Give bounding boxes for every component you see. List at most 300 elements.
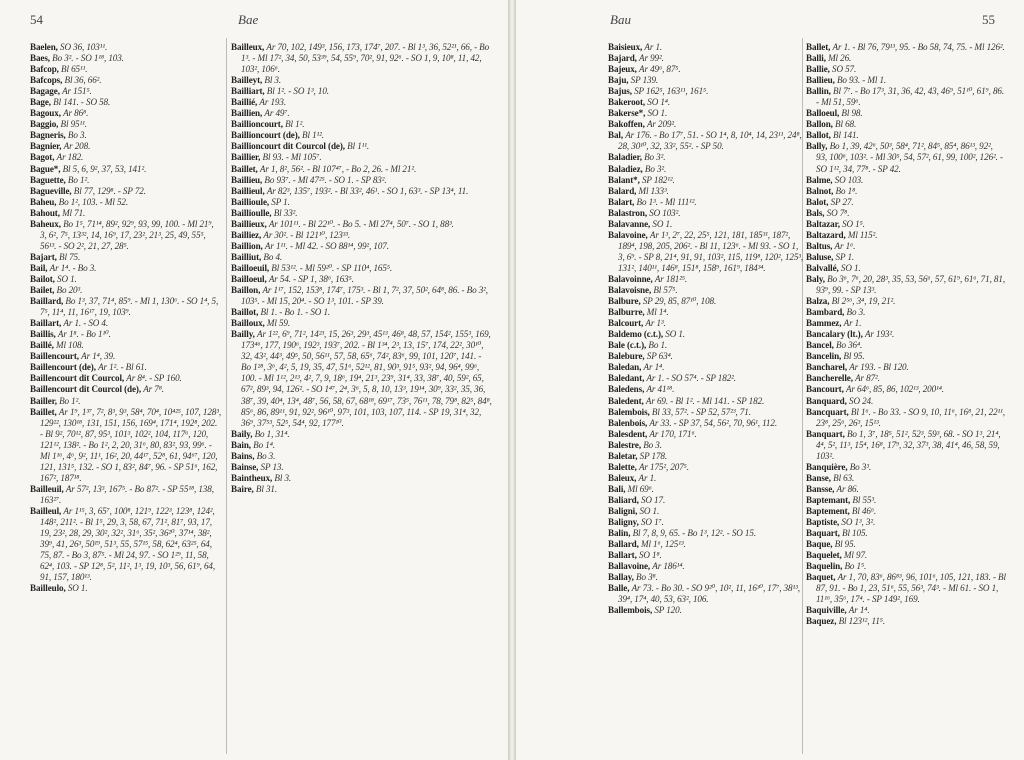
- index-entry: [608, 329, 804, 340]
- entry-references: Ar 1. - Bl 76, 79¹³, 95. - Bo 58, 74, 75. - Ml 126².: [832, 42, 1005, 52]
- index-entry: [806, 307, 1006, 318]
- entry-references: SO 1.: [639, 505, 660, 516]
- entry-surname: Baillioule,: [231, 196, 270, 207]
- entry-references: Ar 175², 207⁵.: [638, 461, 689, 472]
- index-entry: [806, 340, 1006, 351]
- entry-surname: Balenbois,: [608, 417, 648, 428]
- entry-surname: Bajeux,: [608, 64, 637, 75]
- entry-surname: Baltazard,: [806, 229, 846, 240]
- index-entry: [231, 164, 493, 175]
- index-entry: [231, 429, 493, 440]
- index-entry: [608, 53, 804, 64]
- index-entry: [608, 407, 804, 418]
- entry-surname: Baillieul,: [231, 185, 265, 196]
- entry-references: SO 1⁵.: [842, 218, 865, 229]
- entry-references: Bo 1⁸.: [835, 185, 858, 196]
- index-entry: [608, 42, 804, 53]
- entry-surname: Baltus,: [806, 240, 833, 251]
- entry-references: Ar 82³, 135⁷, 193². - Bl 33², 46¹. - SO 1, 63³. - SP 13⁴, 11.: [266, 185, 469, 196]
- entry-references: Bl 105.: [842, 528, 868, 539]
- entry-surname: Bailet,: [30, 285, 55, 296]
- entry-references: Bo 93. - Ml 1.: [836, 75, 887, 86]
- index-entry: [608, 583, 804, 605]
- entry-references: Bo 3³.: [849, 461, 872, 472]
- index-entry: [30, 197, 222, 208]
- entry-references: Ar 193. - Bl 120.: [849, 362, 909, 373]
- entry-surname: Balcourt,: [608, 318, 644, 329]
- index-entry: [608, 75, 804, 86]
- entry-references: Ml 69⁶.: [627, 483, 654, 494]
- entry-surname: Balza,: [806, 296, 830, 307]
- entry-surname: Baladiez,: [608, 163, 643, 174]
- index-entry: [30, 329, 222, 340]
- entry-surname: Baillieu,: [231, 174, 263, 185]
- entry-references: Ar 209².: [646, 119, 677, 130]
- entry-surname: Bagoux,: [30, 108, 61, 119]
- index-entry: [231, 440, 493, 451]
- index-entry: [30, 484, 222, 506]
- index-entry: [806, 208, 1006, 219]
- entry-references: SP 13.: [260, 461, 284, 472]
- entry-surname: Balvallé,: [806, 262, 839, 273]
- entry-references: Ar 69. - Bl 1². - Ml 141. - SP 182.: [645, 395, 765, 406]
- index-entry: [806, 263, 1006, 274]
- entry-surname: Ballay,: [608, 572, 634, 583]
- entry-surname: Bagage,: [30, 86, 60, 97]
- entry-surname: Baillet,: [30, 406, 57, 417]
- index-entry: [30, 119, 222, 130]
- entry-surname: Baquelin,: [806, 561, 843, 572]
- column-divider: [226, 38, 227, 754]
- entry-surname: Baillot,: [231, 307, 259, 318]
- entry-references: Bo 1², 103. - Ml 52.: [58, 196, 129, 207]
- index-entry: [608, 119, 804, 130]
- entry-references: Bl 65¹¹.: [61, 64, 88, 75]
- index-entry: [806, 86, 1006, 108]
- entry-references: Ar 33. - SP 37, 54, 56², 70, 96¹, 112.: [649, 417, 777, 428]
- entry-references: Ar 49⁷.: [264, 108, 290, 119]
- index-entry: [806, 108, 1006, 119]
- entry-references: Bo 20³.: [56, 285, 83, 296]
- index-entry: [806, 528, 1006, 539]
- entry-references: Ar 54. - SP 1, 38⁶, 163⁵.: [268, 273, 354, 284]
- entry-references: Bl 95.: [843, 351, 865, 362]
- entry-surname: Baelen,: [30, 42, 58, 52]
- index-entry: [30, 384, 222, 395]
- entry-references: Ar 30². - Bl 121¹⁰, 123³³.: [263, 229, 351, 240]
- index-column: [30, 42, 222, 594]
- entry-references: SP 1.: [835, 251, 855, 262]
- index-entry: [608, 605, 804, 616]
- entry-surname: Ballet,: [806, 42, 831, 52]
- entry-references: Bl 123¹², 11⁵.: [838, 616, 886, 627]
- entry-surname: Baillion,: [231, 240, 263, 251]
- entry-references: Ar 182.: [56, 152, 84, 163]
- entry-references: Bl 55³.: [852, 494, 877, 505]
- entry-surname: Balette,: [608, 461, 637, 472]
- index-entry: [30, 141, 222, 152]
- entry-references: Ml 1⁴.: [646, 307, 669, 318]
- entry-references: SP 139.: [630, 75, 659, 86]
- index-entry: [608, 440, 804, 451]
- index-entry: [608, 307, 804, 318]
- entry-references: Ar 99².: [639, 53, 664, 64]
- entry-surname: Bambard,: [806, 307, 845, 318]
- entry-surname: Bailot,: [30, 273, 55, 284]
- entry-surname: Ballin,: [806, 86, 831, 97]
- index-entry: [30, 75, 222, 86]
- index-entry: [608, 473, 804, 484]
- entry-surname: Bancelin,: [806, 351, 842, 362]
- index-entry: [608, 451, 804, 462]
- entry-surname: Bailleyt,: [231, 75, 263, 86]
- entry-references: Ar 1³.: [645, 318, 666, 329]
- entry-surname: Bailler,: [30, 395, 57, 406]
- page-number-left: 54: [30, 12, 43, 27]
- entry-references: Bo 1, 31⁴.: [254, 428, 290, 439]
- entry-references: Bl 3.: [264, 75, 282, 86]
- entry-surname: Bailleux,: [231, 42, 265, 52]
- entry-surname: Bancharel,: [806, 362, 848, 373]
- index-entry: [30, 130, 222, 141]
- entry-surname: Baillencourt,: [30, 351, 79, 362]
- entry-references: Bl 1². - SO 1³, 10.: [266, 86, 329, 97]
- entry-surname: Bakoffen,: [608, 119, 645, 130]
- entry-references: Ar 41¹⁸.: [646, 384, 675, 395]
- entry-references: Bl 93. - Ml 105⁷.: [262, 152, 322, 163]
- entry-surname: Bailly,: [231, 329, 255, 340]
- index-entry: [608, 396, 804, 407]
- index-entry: [806, 53, 1006, 64]
- entry-surname: Balli,: [806, 53, 826, 64]
- index-entry: [608, 152, 804, 163]
- index-entry: [806, 462, 1006, 473]
- entry-surname: Baletar,: [608, 450, 638, 461]
- index-entry: [806, 373, 1006, 384]
- entry-surname: Balard,: [608, 185, 637, 196]
- index-entry: [608, 517, 804, 528]
- entry-surname: Bain,: [231, 439, 251, 450]
- entry-references: Bl 75.: [59, 251, 81, 262]
- entry-references: Bo 93⁷. - Ml 47²⁵. - SO 1. - SP 83².: [264, 174, 387, 185]
- entry-references: Ar 176. - Bo 17⁷, 51. - SO 1⁴, 8, 10⁴, 14, 23¹¹, 24⁸, 28, 30¹⁰, 32, 33², 55². - SP 50.: [618, 130, 802, 152]
- index-entry: [806, 274, 1006, 296]
- entry-references: Ar 86⁸.: [63, 108, 89, 119]
- entry-references: Bo 3⁸.: [636, 572, 658, 583]
- index-entry: [806, 384, 1006, 395]
- entry-surname: Balme,: [806, 174, 833, 185]
- index-entry: [30, 407, 222, 484]
- index-entry: [231, 86, 493, 97]
- entry-surname: Baire,: [231, 483, 254, 494]
- entry-references: Bl 46⁶.: [851, 505, 877, 516]
- entry-surname: Baquiville,: [806, 605, 847, 616]
- entry-references: Bo 1, 3⁷, 18⁵, 51², 52³, 59³, 68. - SO 1³, 21⁴, 4⁴, 5², 11³, 15⁴, 16⁸, 17⁹, 32, 37³, 38, 41⁴, 46, 58, 59, 103².: [816, 428, 1001, 461]
- entry-references: Ml 108.: [56, 340, 84, 351]
- entry-references: Ar 1.: [638, 472, 657, 483]
- index-entry: [231, 75, 493, 86]
- entry-references: SO 36, 103¹¹.: [60, 42, 108, 52]
- entry-surname: Bancquart,: [806, 406, 849, 417]
- index-entry: [806, 296, 1006, 307]
- entry-references: Bl 1. - Bo 1. - SO 1.: [260, 307, 331, 318]
- entry-references: Ar 49⁶, 87⁵.: [639, 64, 681, 75]
- entry-references: Bl 57⁵.: [653, 285, 678, 296]
- index-entry: [608, 64, 804, 75]
- index-entry: [608, 418, 804, 429]
- entry-surname: Baligny,: [608, 517, 639, 528]
- entry-references: SO 1.: [57, 273, 77, 284]
- entry-surname: Balnot,: [806, 185, 834, 196]
- entry-references: SO 1⁴.: [647, 97, 671, 108]
- entry-surname: Bancherelle,: [806, 373, 853, 384]
- entry-surname: Balastron,: [608, 207, 648, 218]
- entry-references: Bl 7, 8, 9, 65. - Bo 1³, 12². - SO 15.: [632, 528, 756, 539]
- entry-surname: Bailloux,: [231, 318, 265, 329]
- index-entry: [608, 164, 804, 175]
- entry-surname: Ballie,: [806, 64, 830, 75]
- entry-surname: Balart,: [608, 196, 635, 207]
- entry-surname: Ballembois,: [608, 605, 653, 616]
- index-entry: [30, 86, 222, 97]
- index-entry: [806, 119, 1006, 130]
- entry-references: Bo 1².: [67, 174, 90, 185]
- entry-surname: Balbure,: [608, 296, 641, 307]
- index-entry: [608, 186, 804, 197]
- index-entry: [30, 164, 222, 175]
- index-entry: [608, 351, 804, 362]
- entry-surname: Baggio,: [30, 119, 59, 130]
- index-entry: [30, 64, 222, 75]
- running-head-left: Bae: [238, 12, 259, 27]
- index-entry: [806, 219, 1006, 230]
- index-entry: [608, 561, 804, 572]
- entry-surname: Ballard,: [608, 539, 639, 550]
- entry-surname: Balembois,: [608, 406, 650, 417]
- entry-references: SO 1.: [647, 108, 668, 119]
- entry-references: Ar 1¹¹. - Ml 42. - SO 88¹⁴, 99², 107.: [264, 240, 389, 251]
- index-entry: [806, 130, 1006, 141]
- entry-surname: Balavoisne,: [608, 285, 652, 296]
- index-entry: [806, 616, 1006, 627]
- entry-references: SO 1⁷.: [640, 517, 664, 528]
- running-head-right: Bau: [610, 12, 631, 27]
- entry-references: Ar 73. - Bo 30. - SO 9²⁰, 10², 11, 16³⁰, 17⁷, 38¹³, 39⁴, 17⁴, 40, 53, 63², 106.: [618, 583, 800, 605]
- index-entry: [231, 462, 493, 473]
- index-entry: [30, 318, 222, 329]
- index-entry: [608, 197, 804, 208]
- entry-references: Bo 3.: [846, 307, 866, 318]
- entry-surname: Baillencourt dit Courcol (de),: [30, 384, 142, 395]
- entry-references: Ar 1⁶.: [834, 240, 856, 251]
- index-entry: [806, 75, 1006, 86]
- entry-surname: Balburre,: [608, 307, 645, 318]
- entry-surname: Bals,: [806, 207, 825, 218]
- index-entry: [30, 274, 222, 285]
- entry-surname: Bague*,: [30, 163, 61, 174]
- entry-surname: Bagot,: [30, 152, 55, 163]
- index-entry: [806, 473, 1006, 484]
- entry-references: Bo 3.: [256, 450, 276, 461]
- entry-surname: Baillé,: [30, 340, 54, 351]
- entry-references: Bo 3².: [644, 152, 666, 163]
- index-entry: [231, 186, 493, 197]
- index-entry: [806, 539, 1006, 550]
- entry-references: Ar 1⁴.: [643, 362, 665, 373]
- index-entry: [608, 318, 804, 329]
- index-entry: [806, 141, 1006, 174]
- index-entry: [806, 351, 1006, 362]
- index-entry: [231, 208, 493, 219]
- index-entry: [608, 175, 804, 186]
- index-entry: [608, 97, 804, 108]
- entry-references: Bl 33, 57². - SP 52, 57²³, 71.: [651, 406, 751, 417]
- entry-surname: Baquelet,: [806, 550, 842, 561]
- entry-surname: Balesdent,: [608, 428, 648, 439]
- index-entry: [806, 186, 1006, 197]
- entry-references: Ml 26.: [828, 53, 852, 64]
- entry-references: Ar 1.: [644, 42, 663, 52]
- entry-surname: Baly,: [806, 273, 825, 284]
- entry-references: Bl 36, 66².: [64, 75, 102, 86]
- entry-references: Bl 33².: [273, 207, 298, 218]
- entry-references: Bo 4.: [263, 251, 283, 262]
- index-entry: [806, 429, 1006, 462]
- entry-surname: Bage,: [30, 97, 51, 108]
- entry-references: SP 1.: [271, 196, 290, 207]
- entry-references: Ar 1¹⁷, 152, 153⁸, 174⁷, 175³. - Bl 1, 7², 37, 50², 64⁸, 86. - Bo 3², 103⁵. - Ml 15, 20⁴. - SO 1³, 101. - SP 39.: [241, 285, 488, 307]
- entry-references: Bl 141.: [833, 130, 859, 141]
- entry-references: Ar 1, 70, 83⁶, 86⁸³, 96, 101⁶, 105, 121, 183. - Bl 87, 91. - Bo 1, 23, 51⁶, 55, 56³, 74³. - Ml 61. - SO 1, 11¹⁶, 35⁶, 17⁴. - SP 149², 169.: [816, 572, 1006, 605]
- entry-references: Ml 1⁶, 125¹³.: [640, 539, 686, 550]
- entry-references: Bl 141. - SO 58.: [53, 97, 111, 108]
- index-entry: [806, 605, 1006, 616]
- entry-references: Bo 1, 39, 42⁶, 50³, 58⁴, 71², 84⁵, 85⁴, 86¹³, 92², 93, 100⁶, 103². - Ml 30⁵, 54, 57², 61, 99, 100², 126². - SO 1¹², 34, 77⁸. - SP 42.: [816, 141, 1003, 174]
- entry-surname: Bajus,: [608, 86, 632, 97]
- entry-references: SO 1.: [67, 583, 88, 594]
- index-entry: [30, 340, 222, 351]
- index-entry: [806, 561, 1006, 572]
- entry-surname: Baledant,: [608, 373, 645, 384]
- index-entry: [30, 219, 222, 252]
- index-entry: [30, 285, 222, 296]
- entry-references: Ar 1, 8², 56². - Bl 107⁴⁷, - Bo 2, 26. - Ml 21².: [259, 163, 417, 174]
- entry-surname: Baladier,: [608, 152, 642, 163]
- entry-references: Ar 181²⁵.: [654, 273, 688, 284]
- entry-surname: Baillis,: [30, 329, 56, 340]
- entry-references: Ar 1⁹, 1³⁷, 7², 8³, 9³, 58⁴, 70⁴, 10⁴²⁵, 107, 128³, 129²², 130¹⁸, 131, 151, 156, 169⁴, 171⁴, 192⁸, 202. - Bl 9², 70¹², 87, 95³, 101³, 102², 104, 117⁶, 120, 121¹², 138². - Bo 1², 2, 20, 31⁶, 80, 83², 93, 99⁶. - Ml 1¹⁶, 4⁶, 9², 11¹, 16², 20, 44¹⁷, 52⁸, 61, 94⁶⁷, 120, 121, 131⁵, 132. - SO 1, 83², 84⁷, 96. - SP 51⁶, 162, 167², 187¹⁸.: [40, 406, 222, 483]
- entry-surname: Baguette,: [30, 174, 66, 185]
- entry-references: Ar 193².: [864, 329, 895, 340]
- index-entry: [231, 152, 493, 163]
- entry-references: Ml 115².: [847, 229, 878, 240]
- index-entry: [30, 252, 222, 263]
- entry-surname: Bali,: [608, 483, 626, 494]
- entry-surname: Balin,: [608, 528, 631, 539]
- index-entry: [231, 252, 493, 263]
- entry-surname: Balavanne,: [608, 218, 651, 229]
- entry-surname: Balle,: [608, 583, 630, 594]
- entry-references: Bl 63.: [833, 472, 855, 483]
- entry-references: Ar 8⁴. - SP 160.: [126, 373, 182, 384]
- index-entry: [30, 373, 222, 384]
- index-entry: [608, 550, 804, 561]
- entry-surname: Baquez,: [806, 616, 837, 627]
- entry-surname: Baheu,: [30, 196, 57, 207]
- entry-surname: Baillier,: [231, 152, 261, 163]
- entry-references: Bo 1⁵, 71¹⁴, 89², 92⁹, 93, 99, 100. - Ml 21⁹, 3, 6², 7⁵, 13³², 14, 16⁹, 17, 23², 21³, 25, 49, 55⁵, 56¹³. - SO 2², 21, 27, 28⁵.: [40, 218, 214, 251]
- entry-references: Ar 151⁵.: [62, 86, 92, 97]
- entry-references: Ar 186¹⁴.: [652, 561, 685, 572]
- entry-references: Ml 59.: [266, 318, 291, 329]
- entry-references: Bl 5, 6, 9², 37, 53, 141².: [62, 163, 147, 174]
- entry-references: Bl 7⁷. - Bo 17³, 31, 36, 42, 43, 46⁹, 51¹⁰, 61⁹, 86. - Ml 51, 59⁶.: [816, 86, 1005, 108]
- entry-references: SO 103².: [649, 207, 681, 218]
- index-entry: [231, 219, 493, 230]
- index-entry: [806, 484, 1006, 495]
- entry-surname: Balebure,: [608, 351, 645, 362]
- index-entry: [608, 373, 804, 384]
- entry-references: Bl 68.: [835, 119, 857, 130]
- entry-surname: Baledent,: [608, 395, 644, 406]
- index-entry: [608, 495, 804, 506]
- entry-references: SP 162⁵, 163¹¹, 161⁵.: [634, 86, 709, 97]
- entry-references: Bo 3.: [67, 130, 87, 141]
- entry-references: Ar 1². - Bl 61.: [98, 362, 147, 373]
- index-entry: [806, 197, 1006, 208]
- entry-references: Bo 3².: [644, 163, 667, 174]
- index-entry: [231, 318, 493, 329]
- entry-surname: Baillard,: [30, 296, 64, 307]
- index-entry: [30, 186, 222, 197]
- index-entry: [608, 429, 804, 440]
- index-entry: [608, 108, 804, 119]
- index-entry: [231, 241, 493, 252]
- entry-surname: Bailleulo,: [30, 583, 66, 594]
- entry-surname: Bal,: [608, 130, 624, 141]
- index-entry: [231, 130, 493, 141]
- index-entry: [231, 484, 493, 495]
- entry-surname: Baillioncourt dit Courcol (de),: [231, 141, 345, 152]
- index-entry: [231, 451, 493, 462]
- entry-references: Bl 77, 129⁸. - SP 72.: [73, 185, 146, 196]
- index-entry: [608, 296, 804, 307]
- index-entry: [806, 318, 1006, 329]
- entry-references: Ml 71.: [62, 207, 86, 218]
- index-entry: [231, 197, 493, 208]
- entry-surname: Bale (c.t.),: [608, 340, 647, 351]
- entry-surname: Banse,: [806, 472, 831, 483]
- entry-references: SO 1.: [652, 218, 673, 229]
- entry-surname: Bakerse*,: [608, 108, 646, 119]
- entry-references: Bl 95.: [834, 539, 856, 550]
- index-entry: [30, 583, 222, 594]
- entry-surname: Bajard,: [608, 53, 637, 64]
- entry-references: SO 1⁸.: [638, 550, 662, 561]
- entry-surname: Bafcops,: [30, 75, 63, 86]
- entry-surname: Baily,: [231, 428, 253, 439]
- entry-surname: Baheux,: [30, 218, 61, 229]
- entry-surname: Bammez,: [806, 318, 842, 329]
- entry-references: Bo 36⁴.: [836, 340, 863, 351]
- entry-references: Ar 64⁶, 85, 86, 102¹³, 200¹⁴.: [845, 384, 944, 395]
- entry-references: SO 1.: [665, 329, 685, 340]
- entry-surname: Bailleuil,: [30, 483, 64, 494]
- entry-references: Bl 31.: [255, 483, 278, 494]
- index-entry: [806, 64, 1006, 75]
- entry-surname: Baillié,: [231, 97, 258, 108]
- entry-surname: Baillioncourt,: [231, 119, 283, 130]
